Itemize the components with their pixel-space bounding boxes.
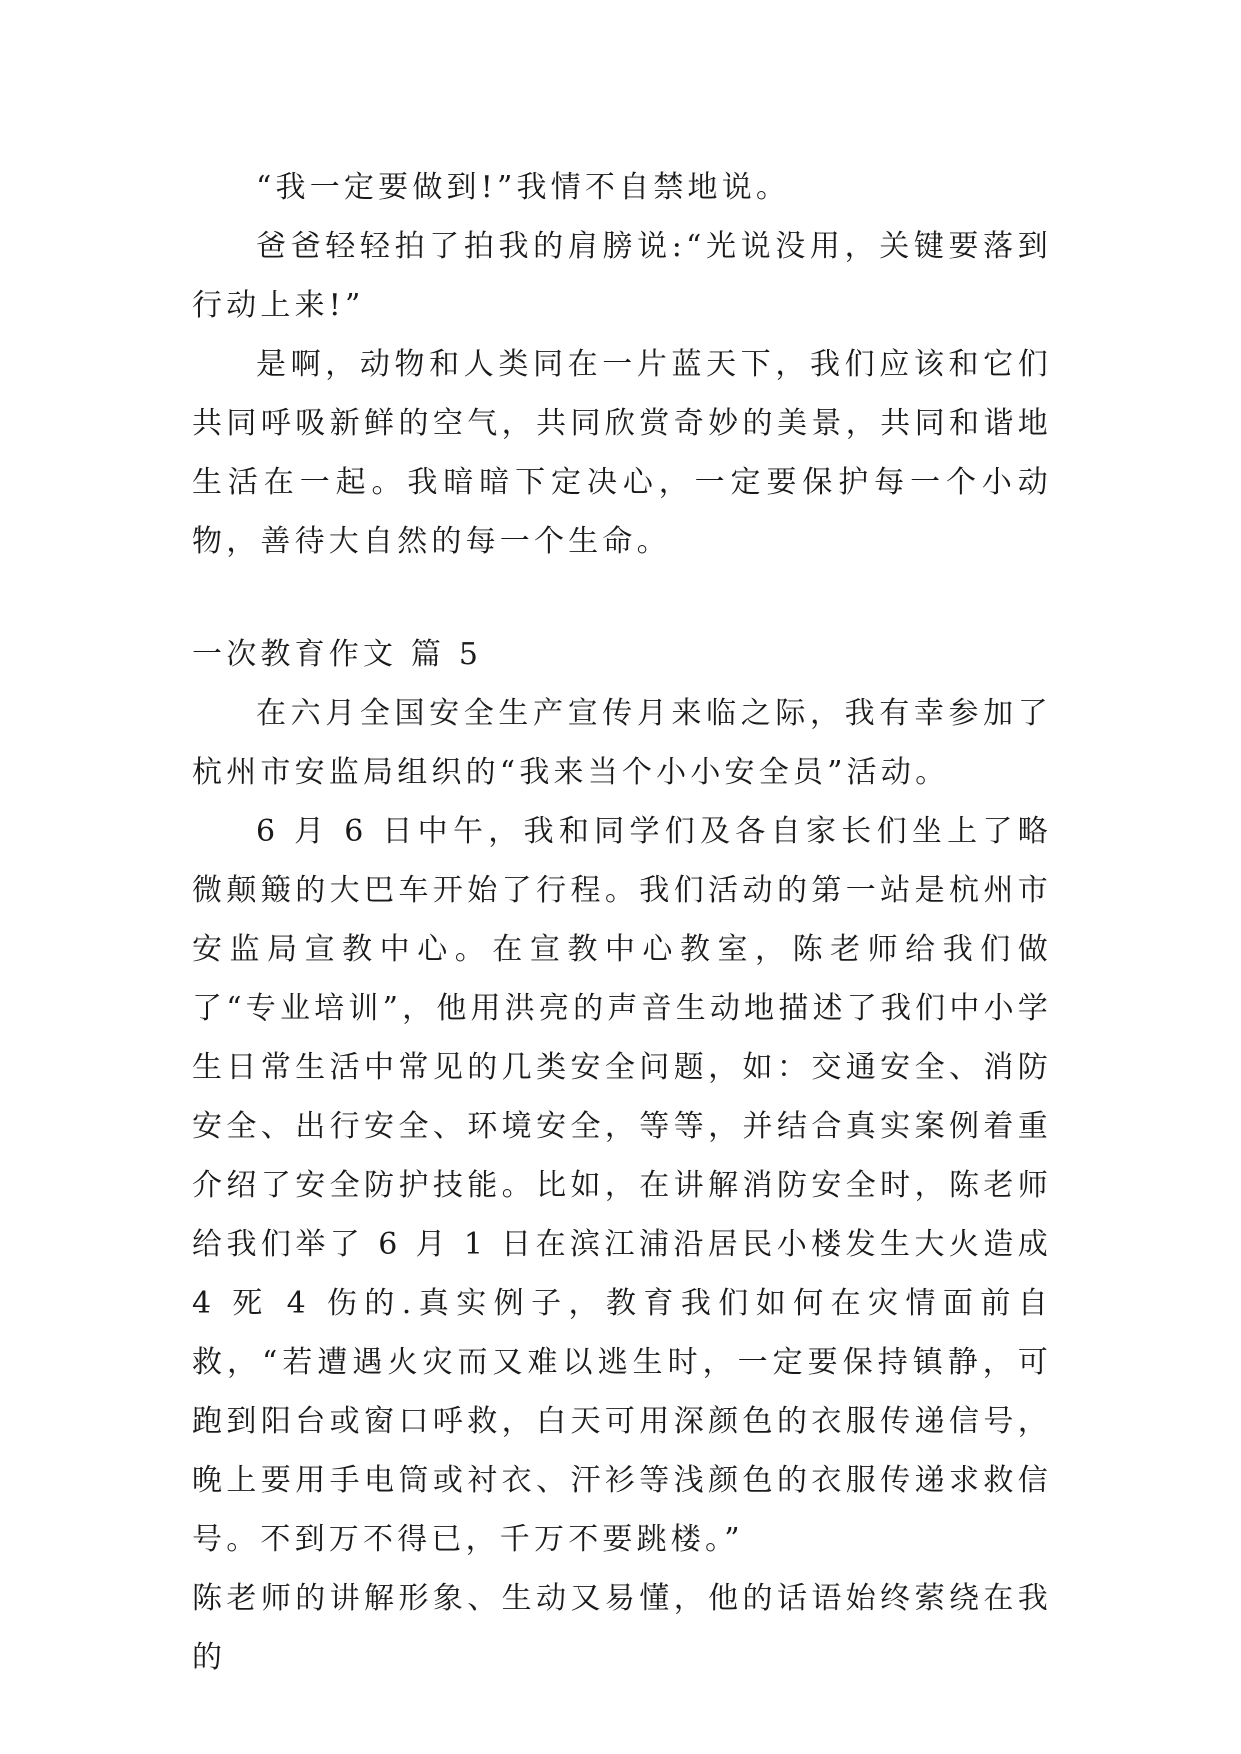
paragraph: 在六月全国安全生产宣传月来临之际，我有幸参加了杭州市安监局组织的“我来当个小小安全员”活动。 bbox=[192, 696, 1052, 790]
previous-essay-ending bbox=[192, 158, 1052, 571]
paragraph: 爸爸轻轻拍了拍我的肩膀说:“光说没用，关键要落到行动上来!” bbox=[192, 229, 1052, 323]
paragraph: 6 月 6 日中午，我和同学们及各自家长们坐上了略微颠簸的大巴车开始了行程。我们活动的第一站是杭州市安监局宣教中心。在宣教中心教室，陈老师给我们做了“专业培训”，他用洪亮的声音生动地描述了我们中小学生日常生活中常见的几类安全问题，如：交通安全、消防安全、出行安全、环境安全，等等，并结合真实案例着重介绍了安全防护技能。比如，在讲解消防安全时，陈老师给我们举了 6 月 1 日在滨江浦沿居民小楼发生大火造成 4 死 4 伤的.真实例子，教育我们如何在灾情面前自救，“若遭遇火灾而又难以逃生时，一定要保持镇静，可跑到阳台或窗口呼救，白天可用深颜色的衣服传递信号，晚上要用手电筒或衬衣、汗衫等浅颜色的衣服传递求救信号。不到万不得已，千万不要跳楼。” bbox=[192, 814, 1052, 1557]
paragraph: “我一定要做到!”我情不自禁地说。 bbox=[256, 170, 791, 205]
section-title: 一次教育作文 篇 5 bbox=[192, 637, 483, 672]
essay-section-5 bbox=[192, 625, 1052, 1687]
paragraph: 陈老师的讲解形象、生动又易懂，他的话语始终萦绕在我的 bbox=[192, 1581, 1052, 1675]
paragraph: 是啊，动物和人类同在一片蓝天下，我们应该和它们共同呼吸新鲜的空气，共同欣赏奇妙的美景，共同和谐地生活在一起。我暗暗下定决心，一定要保护每一个小动物，善待大自然的每一个生命。 bbox=[192, 347, 1052, 559]
